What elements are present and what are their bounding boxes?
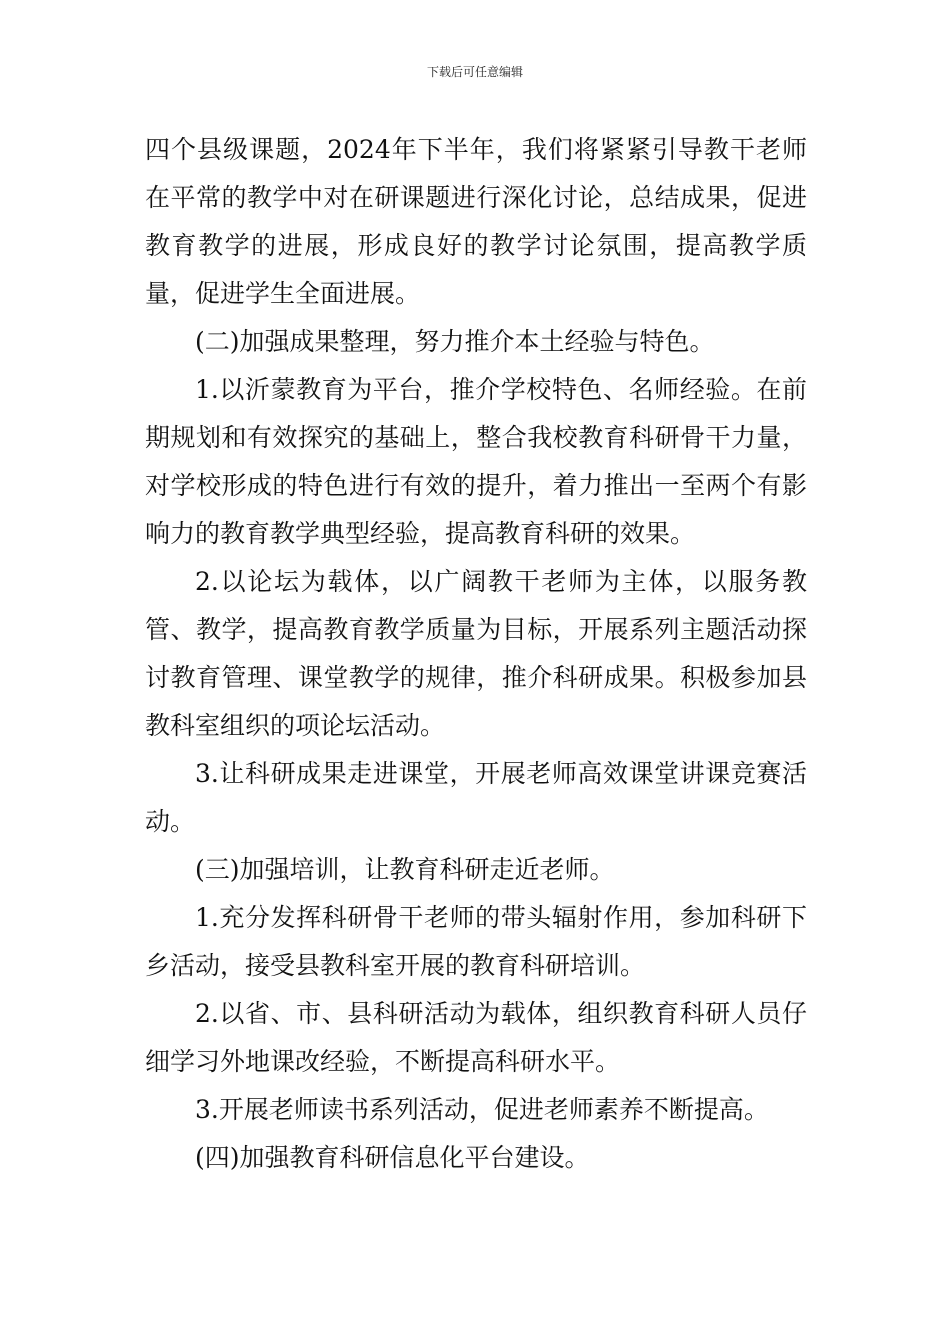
paragraph-continuation: 四个县级课题，2024年下半年，我们将紧紧引导教干老师在平常的教学中对在研课题进行深化讨论，总结成果，促进教育教学的进展，形成良好的教学讨论氛围，提高教学质量，促进学生全面进展。 — [145, 135, 807, 308]
list-item: 1.以沂蒙教育为平台，推介学校特色、名师经验。在前期规划和有效探究的基础上，整合我校教育科研骨干力量，对学校形成的特色进行有效的提升，着力推出一至两个有影响力的教育教学典型经验，提高教育科研的效果。 — [145, 375, 807, 548]
list-item: 3.开展老师读书系列活动，促进老师素养不断提高。 — [195, 1095, 769, 1124]
section-heading-2: (二)加强成果整理，努力推介本土经验与特色。 — [195, 327, 715, 356]
section-heading-4: (四)加强教育科研信息化平台建设。 — [195, 1143, 590, 1172]
list-item: 1.充分发挥科研骨干老师的带头辐射作用，参加科研下乡活动，接受县教科室开展的教育科研培训。 — [145, 903, 807, 980]
document-body — [145, 126, 807, 1182]
page-header-note: 下载后可任意编辑 — [426, 65, 523, 79]
list-item: 3.让科研成果走进课堂，开展老师高效课堂讲课竞赛活动。 — [145, 759, 807, 836]
list-item: 2.以论坛为载体，以广阔教干老师为主体，以服务教管、教学，提高教育教学质量为目标，开展系列主题活动探讨教育管理、课堂教学的规律，推介科研成果。积极参加县教科室组织的项论坛活动。 — [145, 567, 807, 740]
list-item: 2.以省、市、县科研活动为载体，组织教育科研人员仔细学习外地课改经验，不断提高科研水平。 — [145, 999, 807, 1076]
section-heading-3: (三)加强培训，让教育科研走近老师。 — [195, 855, 615, 884]
